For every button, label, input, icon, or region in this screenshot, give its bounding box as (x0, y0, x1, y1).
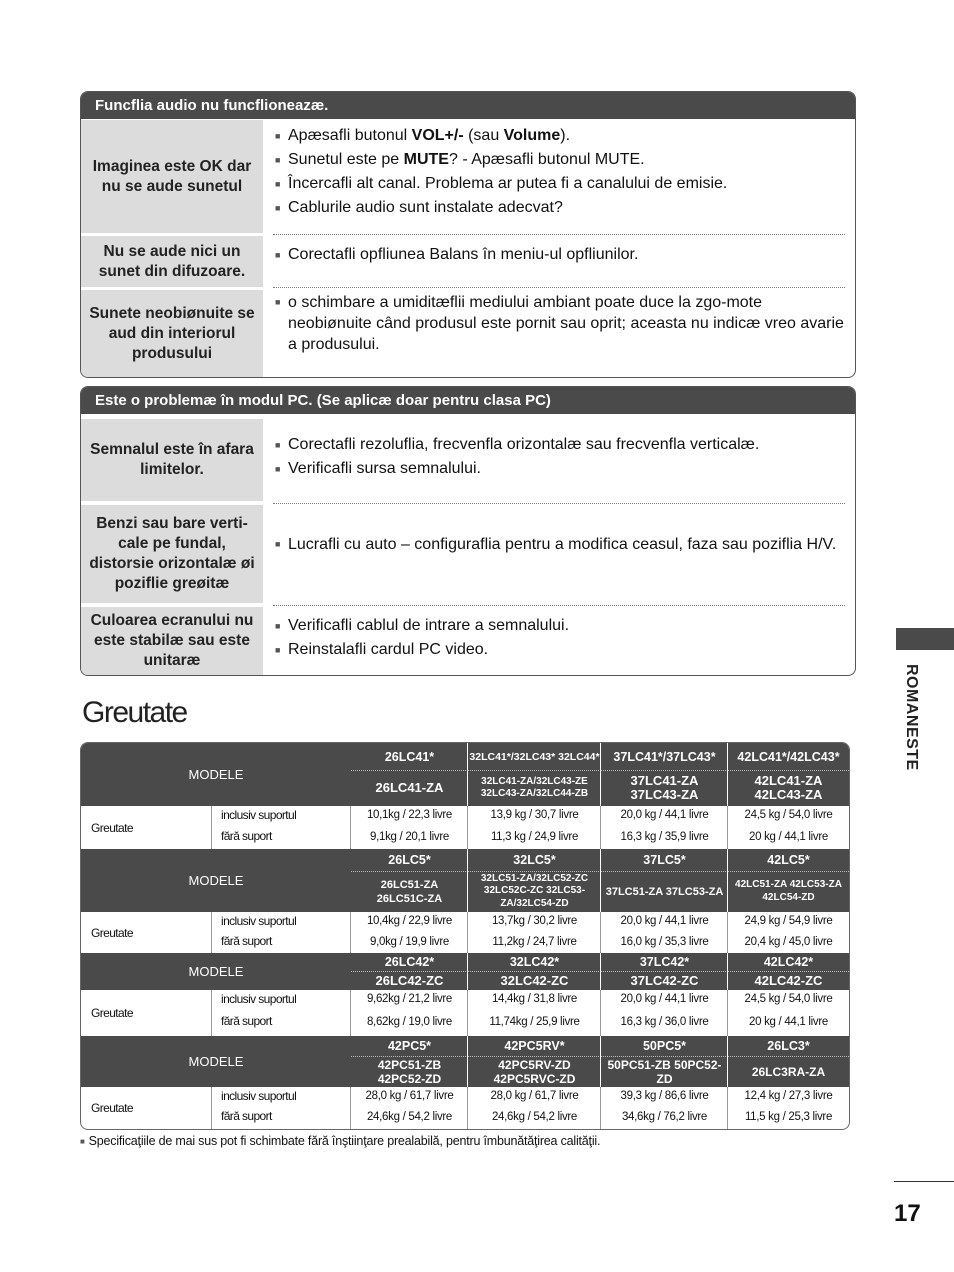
pc-row (81, 607, 855, 675)
weight-with-stand: 24,5 kg / 54,0 livre (744, 993, 833, 1005)
weight-without-stand: 9,1kg / 20,1 livre (370, 830, 449, 843)
bullet-icon: ■ (80, 1137, 85, 1146)
row-divider (273, 287, 845, 288)
weight-without-stand: 16,0 kg / 35,3 livre (620, 935, 709, 948)
section-title: Greutate (82, 696, 187, 729)
weight-with-stand: 13,9 kg / 30,7 livre (490, 809, 579, 821)
weight-with-stand: 39,3 kg / 86,6 livre (620, 1090, 709, 1102)
weight-without-stand: 20,4 kg / 45,0 livre (744, 935, 833, 948)
column-divider (467, 849, 468, 912)
with-stand-label: inclusiv suportul (221, 914, 297, 928)
audio-troubleshoot-table (80, 91, 856, 378)
language-label: ROMANESTE (903, 664, 920, 771)
model-header-band (81, 953, 849, 990)
problem-label: Culoarea ecranului nu este stabilæ sau este unitaræ (81, 607, 263, 675)
model-series: 32LC5* (468, 849, 601, 872)
weight-with-stand: 20,0 kg / 44,1 livre (620, 993, 709, 1005)
model-header-band (81, 1036, 849, 1087)
solution-item: ■ Sunetul este pe MUTE? - Apæsafli butonul MUTE. (275, 148, 845, 172)
model-column (728, 849, 849, 912)
with-stand-label: inclusiv suportul (221, 808, 297, 822)
model-series: 37LC42* (601, 953, 728, 972)
problem-label: Benzi sau bare verti-cale pe fundal, distorsie orizontalæ øi poziflie greøitæ (81, 505, 263, 603)
weight-without-stand: 16,3 kg / 36,0 livre (620, 1016, 709, 1028)
model-column (351, 1036, 468, 1087)
model-column (728, 953, 849, 990)
weight-with-stand: 28,0 kg / 61,7 livre (365, 1090, 454, 1102)
model-column (601, 1036, 728, 1087)
column-divider (211, 912, 212, 953)
weight-row (81, 990, 849, 1036)
model-codes: 32LC51-ZA/32LC52-ZC 32LC52C-ZC 32LC53-ZA/32LC54-ZD (480, 872, 589, 909)
problem-label: Nu se aude nici un sunet din difuzoare. (81, 236, 263, 287)
weight-without-stand: 11,74kg / 25,9 livre (489, 1016, 580, 1028)
model-series: 42PC5* (351, 1036, 468, 1057)
weight-without-stand: 16,3 kg / 35,9 livre (620, 830, 709, 843)
model-series: 42LC5* (728, 849, 849, 872)
column-divider (727, 849, 728, 912)
model-codes: 32LC42-ZC (500, 972, 569, 988)
greutate-label: Greutate (91, 1101, 133, 1115)
model-series: 37LC41*/37LC43* (601, 743, 728, 771)
solution-list (275, 124, 845, 220)
model-codes: 32LC41-ZA/32LC43-ZE 32LC43-ZA/32LC44-ZB (480, 775, 589, 799)
weight-row (81, 806, 849, 849)
solution-item: ■ Verificafli sursa semnalului. (275, 457, 845, 481)
weight-with-stand: 14,4kg / 31,8 livre (491, 993, 578, 1005)
model-column (728, 1036, 849, 1087)
solution-item: ■ Corectafli rezoluflia, frecvenfla orizontalæ sau frecvenfla verticalæ. (275, 433, 845, 457)
column-divider (467, 953, 468, 990)
footnote (80, 1134, 600, 1148)
model-series: 26LC41* (351, 743, 468, 771)
column-divider (211, 990, 212, 1036)
model-series: 37LC5* (601, 849, 728, 872)
audio-row (81, 290, 855, 377)
column-divider (727, 953, 728, 990)
modele-label: MODELE (188, 1053, 244, 1069)
weight-without-stand: 20 kg / 44,1 livre (749, 830, 828, 843)
model-codes: 26LC51-ZA 26LC51C-ZA (376, 878, 443, 905)
greutate-label: Greutate (91, 1006, 133, 1020)
problem-label: Imaginea este OK dar nu se aude sunetul (81, 120, 263, 233)
without-stand-label: fără suport (221, 933, 272, 948)
weight-without-stand: 11,3 kg / 24,9 livre (490, 830, 579, 843)
modele-label: MODELE (188, 766, 244, 782)
weight-without-stand: 24,6kg / 54,2 livre (366, 1111, 453, 1123)
problem-label: Sunete neobiønuite se aud din interiorul produsului (81, 290, 263, 377)
model-codes: 42LC41-ZA 42LC43-ZA (754, 773, 823, 802)
weight-with-stand: 20,0 kg / 44,1 livre (620, 809, 709, 821)
weight-row (81, 912, 849, 953)
solution-item: ■ Cablurile audio sunt instalate adecvat? (275, 196, 845, 220)
column-divider (211, 1087, 212, 1129)
model-column (468, 849, 601, 912)
model-codes: 50PC51-ZB 50PC52-ZD (607, 1057, 722, 1086)
audio-table-title: Funcflia audio nu funcflioneazæ. (81, 92, 855, 119)
with-stand-label: inclusiv suportul (221, 1089, 297, 1103)
model-series: 32LC42* (468, 953, 601, 972)
greutate-label: Greutate (91, 820, 133, 835)
model-codes: 42LC51-ZA 42LC53-ZA 42LC54-ZD (735, 879, 842, 903)
pc-row (81, 505, 855, 603)
audio-row (81, 236, 855, 287)
model-column (468, 953, 601, 990)
model-column (468, 743, 601, 806)
without-stand-label: fără suport (221, 1109, 272, 1123)
solution-item: ■ Lucrafli cu auto – configuraflia pentru a modifica ceasul, faza sau poziflia H/V. (275, 534, 845, 555)
language-tab-marker (896, 628, 954, 650)
weight-without-stand: 11,5 kg / 25,3 livre (744, 1111, 833, 1123)
without-stand-label: fără suport (221, 828, 272, 843)
weight-without-stand: 8,62kg / 19,0 livre (366, 1016, 453, 1028)
audio-row (81, 120, 855, 233)
with-stand-label: inclusiv suportul (221, 992, 297, 1006)
solution-item: ■ o schimbare a umiditæflii mediului ambiant poate duce la zgo-mote neobiønuite când produsul este pornit sau oprit; aceasta nu indicæ vreo avarie a produsului. (275, 292, 845, 355)
weight-without-stand: 20 kg / 44,1 livre (749, 1016, 828, 1028)
weight-with-stand: 13,7kg / 30,2 livre (491, 915, 578, 927)
model-series: 42LC41*/42LC43* (728, 743, 849, 771)
model-header-band (81, 743, 849, 806)
model-codes: 37LC51-ZA 37LC53-ZA (605, 885, 724, 898)
weight-with-stand: 24,9 kg / 54,9 livre (744, 915, 833, 927)
model-column (728, 743, 849, 806)
column-divider (467, 1036, 468, 1087)
row-divider (273, 605, 845, 606)
model-column (468, 1036, 601, 1087)
solution-list (275, 292, 845, 355)
solution-list (275, 243, 845, 267)
column-divider (600, 1036, 601, 1087)
model-column (351, 849, 468, 912)
modele-label: MODELE (188, 963, 244, 979)
model-series: 26LC3* (728, 1036, 849, 1057)
solution-item: ■ Apæsafli butonul VOL+/- (sau Volume). (275, 124, 845, 148)
model-codes: 37LC41-ZA 37LC43-ZA (630, 773, 699, 802)
model-series: 32LC41*/32LC43* 32LC44* (468, 743, 601, 771)
solution-item: ■ Corectafli opfliunea Balans în meniu-ul opfliunilor. (275, 243, 845, 267)
solution-list (275, 433, 845, 481)
page-number-rule (894, 1181, 954, 1182)
model-codes: 37LC42-ZC (630, 972, 699, 988)
weight-with-stand: 12,4 kg / 27,3 livre (744, 1090, 833, 1102)
weight-with-stand: 28,0 kg / 61,7 livre (490, 1090, 579, 1102)
pc-row (81, 419, 855, 501)
page-number: 17 (894, 1200, 921, 1227)
model-codes: 42PC51-ZB 42PC52-ZD (377, 1057, 442, 1086)
weight-without-stand: 11,2kg / 24,7 livre (492, 935, 577, 948)
model-codes: 42PC5RV-ZD 42PC5RVC-ZD (493, 1057, 576, 1086)
greutate-label: Greutate (91, 925, 133, 940)
weight-with-stand: 10,4kg / 22,9 livre (366, 915, 453, 927)
model-column (351, 743, 468, 806)
model-column (601, 849, 728, 912)
pc-troubleshoot-table (80, 386, 856, 676)
model-series: 50PC5* (601, 1036, 728, 1057)
solution-item: ■ Verificafli cablul de intrare a semnalului. (275, 614, 845, 638)
column-divider (467, 743, 468, 806)
model-codes: 42LC42-ZC (754, 972, 823, 988)
column-divider (727, 743, 728, 806)
weight-without-stand: 34,6kg / 76,2 livre (621, 1111, 708, 1123)
column-divider (211, 806, 212, 849)
model-column (601, 953, 728, 990)
model-series: 26LC5* (351, 849, 468, 872)
solution-list (275, 534, 845, 555)
pc-table-title: Este o problemæ în modul PC. (Se aplicæ doar pentru clasa PC) (81, 387, 855, 414)
model-series: 42LC42* (728, 953, 849, 972)
without-stand-label: fără suport (221, 1014, 272, 1028)
weight-with-stand: 24,5 kg / 54,0 livre (744, 809, 833, 821)
model-codes: 26LC3RA-ZA (751, 1064, 826, 1079)
weight-with-stand: 9,62kg / 21,2 livre (366, 993, 453, 1005)
weight-table (80, 742, 850, 1130)
column-divider (600, 743, 601, 806)
model-codes: 26LC42-ZC (375, 972, 444, 988)
solution-item: ■ Reinstalafli cardul PC video. (275, 638, 845, 662)
footnote-text: Specificaţiile de mai sus pot fi schimbate fără înştiinţare prealabilă, pentru îmbunătăţirea calităţii. (88, 1134, 601, 1148)
weight-without-stand: 24,6kg / 54,2 livre (491, 1111, 578, 1123)
model-codes: 26LC41-ZA (375, 780, 444, 795)
row-divider (273, 503, 845, 504)
column-divider (600, 953, 601, 990)
problem-label: Semnalul este în afara limitelor. (81, 419, 263, 501)
column-divider (600, 849, 601, 912)
model-column (601, 743, 728, 806)
model-column (351, 953, 468, 990)
solution-item: ■ Încercafli alt canal. Problema ar putea fi a canalului de emisie. (275, 172, 845, 196)
model-series: 42PC5RV* (468, 1036, 601, 1057)
weight-row (81, 1087, 849, 1129)
weight-without-stand: 9,0kg / 19,9 livre (370, 935, 449, 948)
modele-label: MODELE (188, 872, 244, 888)
model-series: 26LC42* (351, 953, 468, 972)
solution-list (275, 614, 845, 662)
row-divider (273, 234, 845, 235)
model-header-band (81, 849, 849, 912)
column-divider (727, 1036, 728, 1087)
weight-with-stand: 10,1kg / 22,3 livre (366, 809, 453, 821)
weight-with-stand: 20,0 kg / 44,1 livre (620, 915, 709, 927)
